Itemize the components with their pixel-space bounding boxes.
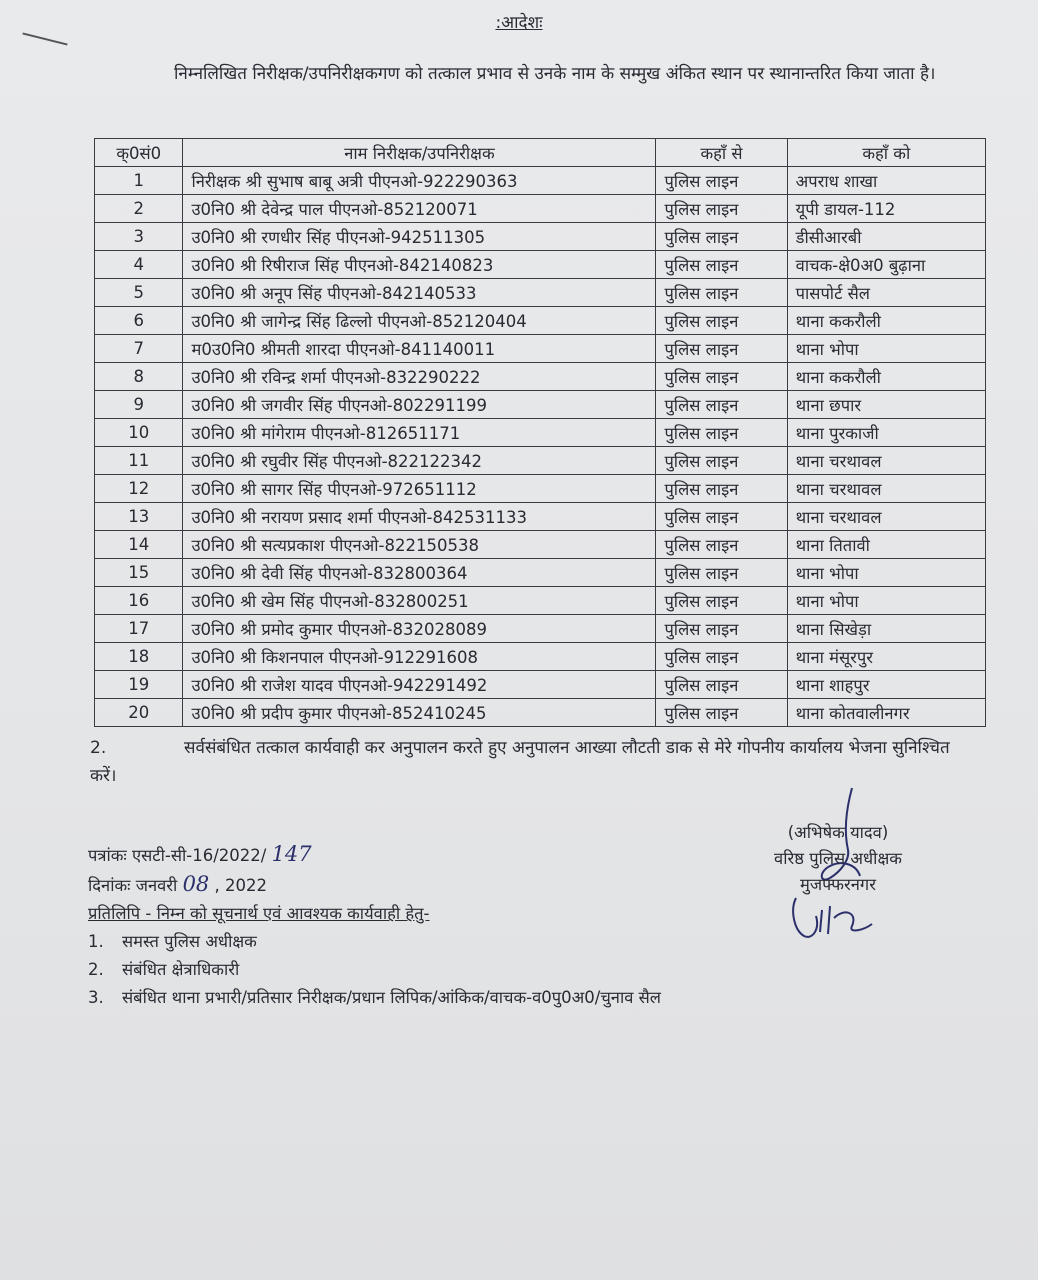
to-cell: यूपी डायल-112: [787, 195, 985, 223]
from-cell: पुलिस लाइन: [656, 419, 787, 447]
from-cell: पुलिस लाइन: [656, 671, 787, 699]
list-item-text: संबंधित क्षेत्राधिकारी: [122, 960, 240, 979]
to-cell: थाना ककरौली: [787, 307, 985, 335]
name-cell: उ0नि0 श्री मांगेराम पीएनओ-812651171: [183, 419, 656, 447]
para-number: 2.: [90, 738, 107, 758]
table-row: [95, 363, 986, 391]
to-cell: थाना छपार: [787, 391, 985, 419]
serial-cell: 20: [95, 699, 183, 727]
serial-cell: 12: [95, 475, 183, 503]
table-row: [95, 167, 986, 195]
name-cell: उ0नि0 श्री राजेश यादव पीएनओ-942291492: [183, 671, 656, 699]
name-cell: उ0नि0 श्री खेम सिंह पीएनओ-832800251: [183, 587, 656, 615]
from-cell: पुलिस लाइन: [656, 559, 787, 587]
header-to: कहाँ को: [787, 139, 985, 167]
serial-cell: 10: [95, 419, 183, 447]
from-cell: पुलिस लाइन: [656, 699, 787, 727]
to-cell: डीसीआरबी: [787, 223, 985, 251]
from-cell: पुलिस लाइन: [656, 615, 787, 643]
name-cell: उ0नि0 श्री किशनपाल पीएनओ-912291608: [183, 643, 656, 671]
table-row: [95, 615, 986, 643]
to-cell: थाना तितावी: [787, 531, 985, 559]
serial-cell: 7: [95, 335, 183, 363]
name-cell: उ0नि0 श्री नरायण प्रसाद शर्मा पीएनओ-842531133: [183, 503, 656, 531]
table-row: [95, 391, 986, 419]
from-cell: पुलिस लाइन: [656, 475, 787, 503]
table-header-row: [95, 139, 986, 167]
table-row: [95, 531, 986, 559]
from-cell: पुलिस लाइन: [656, 223, 787, 251]
letter-date-label: दिनांकः जनवरी: [88, 876, 178, 895]
letter-date: [88, 870, 688, 900]
list-item-number: 2.: [88, 960, 104, 979]
reference-block: [88, 840, 688, 1012]
table-row: [95, 699, 986, 727]
serial-cell: 17: [95, 615, 183, 643]
order-heading: :आदेशः: [495, 13, 543, 33]
from-cell: पुलिस लाइन: [656, 643, 787, 671]
from-cell: पुलिस लाइन: [656, 251, 787, 279]
to-cell: थाना मंसूरपुर: [787, 643, 985, 671]
to-cell: थाना कोतवालीनगर: [787, 699, 985, 727]
name-cell: उ0नि0 श्री रणधीर सिंह पीएनओ-942511305: [183, 223, 656, 251]
from-cell: पुलिस लाइन: [656, 167, 787, 195]
list-item-text: संबंधित थाना प्रभारी/प्रतिसार निरीक्षक/प्रधान लिपिक/आंकिक/वाचक-व0पु0अ0/चुनाव सैल: [122, 988, 661, 1007]
intro-paragraph: [112, 60, 942, 89]
table-row: [95, 195, 986, 223]
table-row: [95, 223, 986, 251]
transfer-table: [94, 138, 986, 727]
from-cell: पुलिस लाइन: [656, 307, 787, 335]
serial-cell: 16: [95, 587, 183, 615]
name-cell: निरीक्षक श्री सुभाष बाबू अत्री पीएनओ-922290363: [183, 167, 656, 195]
serial-cell: 5: [95, 279, 183, 307]
from-cell: पुलिस लाइन: [656, 391, 787, 419]
list-item: [88, 928, 688, 956]
to-cell: थाना पुरकाजी: [787, 419, 985, 447]
name-cell: उ0नि0 श्री देवी सिंह पीएनओ-832800364: [183, 559, 656, 587]
name-cell: उ0नि0 श्री रविन्द्र शर्मा पीएनओ-832290222: [183, 363, 656, 391]
to-cell: थाना भोपा: [787, 587, 985, 615]
copy-to-list: [88, 928, 688, 1012]
name-cell: उ0नि0 श्री देवेन्द्र पाल पीएनओ-852120071: [183, 195, 656, 223]
list-item-text: समस्त पुलिस अधीक्षक: [122, 932, 257, 951]
from-cell: पुलिस लाइन: [656, 335, 787, 363]
list-item-number: 3.: [88, 988, 104, 1007]
table-row: [95, 559, 986, 587]
to-cell: थाना चरथावल: [787, 503, 985, 531]
from-cell: पुलिस लाइन: [656, 279, 787, 307]
letter-number: [88, 840, 688, 870]
table-row: [95, 643, 986, 671]
serial-cell: 6: [95, 307, 183, 335]
name-cell: म0उ0नि0 श्रीमती शारदा पीएनओ-841140011: [183, 335, 656, 363]
signatory-place: मुजफ्फरनगर: [800, 875, 876, 894]
serial-cell: 15: [95, 559, 183, 587]
name-cell: उ0नि0 श्री प्रदीप कुमार पीएनओ-852410245: [183, 699, 656, 727]
serial-cell: 8: [95, 363, 183, 391]
to-cell: थाना चरथावल: [787, 447, 985, 475]
table-row: [95, 587, 986, 615]
serial-cell: 4: [95, 251, 183, 279]
header-name: नाम निरीक्षक/उपनिरीक्षक: [183, 139, 656, 167]
serial-cell: 19: [95, 671, 183, 699]
serial-cell: 11: [95, 447, 183, 475]
from-cell: पुलिस लाइन: [656, 531, 787, 559]
from-cell: पुलिस लाइन: [656, 587, 787, 615]
list-item: [88, 956, 688, 984]
from-cell: पुलिस लाइन: [656, 503, 787, 531]
table-row: [95, 419, 986, 447]
table-row: [95, 671, 986, 699]
pen-stroke-mark: [22, 32, 67, 45]
to-cell: थाना सिखेड़ा: [787, 615, 985, 643]
name-cell: उ0नि0 श्री प्रमोद कुमार पीएनओ-832028089: [183, 615, 656, 643]
to-cell: थाना भोपा: [787, 559, 985, 587]
handwritten-day: 08: [182, 872, 210, 896]
name-cell: उ0नि0 श्री सागर सिंह पीएनओ-972651112: [183, 475, 656, 503]
from-cell: पुलिस लाइन: [656, 195, 787, 223]
serial-cell: 1: [95, 167, 183, 195]
signatory-name: (अभिषेक यादव): [787, 823, 889, 842]
name-cell: उ0नि0 श्री जगवीर सिंह पीएनओ-802291199: [183, 391, 656, 419]
handwritten-letter-number: 147: [271, 842, 312, 866]
copy-to-title: प्रतिलिपि - निम्न को सूचनार्थ एवं आवश्यक कार्यवाही हेतु-: [88, 904, 430, 923]
name-cell: उ0नि0 श्री रिषीराज सिंह पीएनओ-842140823: [183, 251, 656, 279]
table-row: [95, 503, 986, 531]
from-cell: पुलिस लाइन: [656, 363, 787, 391]
serial-cell: 3: [95, 223, 183, 251]
list-item: [88, 984, 688, 1012]
to-cell: थाना भोपा: [787, 335, 985, 363]
serial-cell: 2: [95, 195, 183, 223]
serial-cell: 13: [95, 503, 183, 531]
letter-year: , 2022: [214, 876, 268, 895]
table-row: [95, 251, 986, 279]
instruction-text: सर्वसंबंधित तत्काल कार्यवाही कर अनुपालन करते हुए अनुपालन आख्या लौटती डाक से मेरे गोपनीय कार्यालय भेजना सुनिश्चित करें।: [90, 738, 950, 786]
table-row: [95, 335, 986, 363]
table-body: [95, 167, 986, 727]
serial-cell: 9: [95, 391, 183, 419]
table-row: [95, 447, 986, 475]
to-cell: पासपोर्ट सैल: [787, 279, 985, 307]
serial-cell: 18: [95, 643, 183, 671]
name-cell: उ0नि0 श्री जागेन्द्र सिंह ढिल्लो पीएनओ-852120404: [183, 307, 656, 335]
to-cell: वाचक-क्षे0अ0 बुढ़ाना: [787, 251, 985, 279]
table-row: [95, 307, 986, 335]
name-cell: उ0नि0 श्री अनूप सिंह पीएनओ-842140533: [183, 279, 656, 307]
header-serial: क्0सं0: [95, 139, 183, 167]
serial-cell: 14: [95, 531, 183, 559]
to-cell: थाना चरथावल: [787, 475, 985, 503]
intro-text: निम्नलिखित निरीक्षक/उपनिरीक्षकगण को तत्काल प्रभाव से उनके नाम के सम्मुख अंकित स्थान पर स्थानान्तरित किया जाता है।: [174, 64, 936, 84]
table-row: [95, 475, 986, 503]
to-cell: थाना शाहपुर: [787, 671, 985, 699]
table-row: [95, 279, 986, 307]
to-cell: थाना ककरौली: [787, 363, 985, 391]
name-cell: उ0नि0 श्री सत्यप्रकाश पीएनओ-822150538: [183, 531, 656, 559]
list-item-number: 1.: [88, 932, 104, 951]
letter-number-label: पत्रांकः एसटी-सी-16/2022/: [88, 846, 267, 865]
from-cell: पुलिस लाइन: [656, 447, 787, 475]
signature-block: [728, 820, 948, 898]
to-cell: अपराध शाखा: [787, 167, 985, 195]
name-cell: उ0नि0 श्री रघुवीर सिंह पीएनओ-822122342: [183, 447, 656, 475]
header-from: कहाँ से: [656, 139, 787, 167]
signatory-designation: वरिष्ठ पुलिस अधीक्षक: [774, 849, 902, 868]
